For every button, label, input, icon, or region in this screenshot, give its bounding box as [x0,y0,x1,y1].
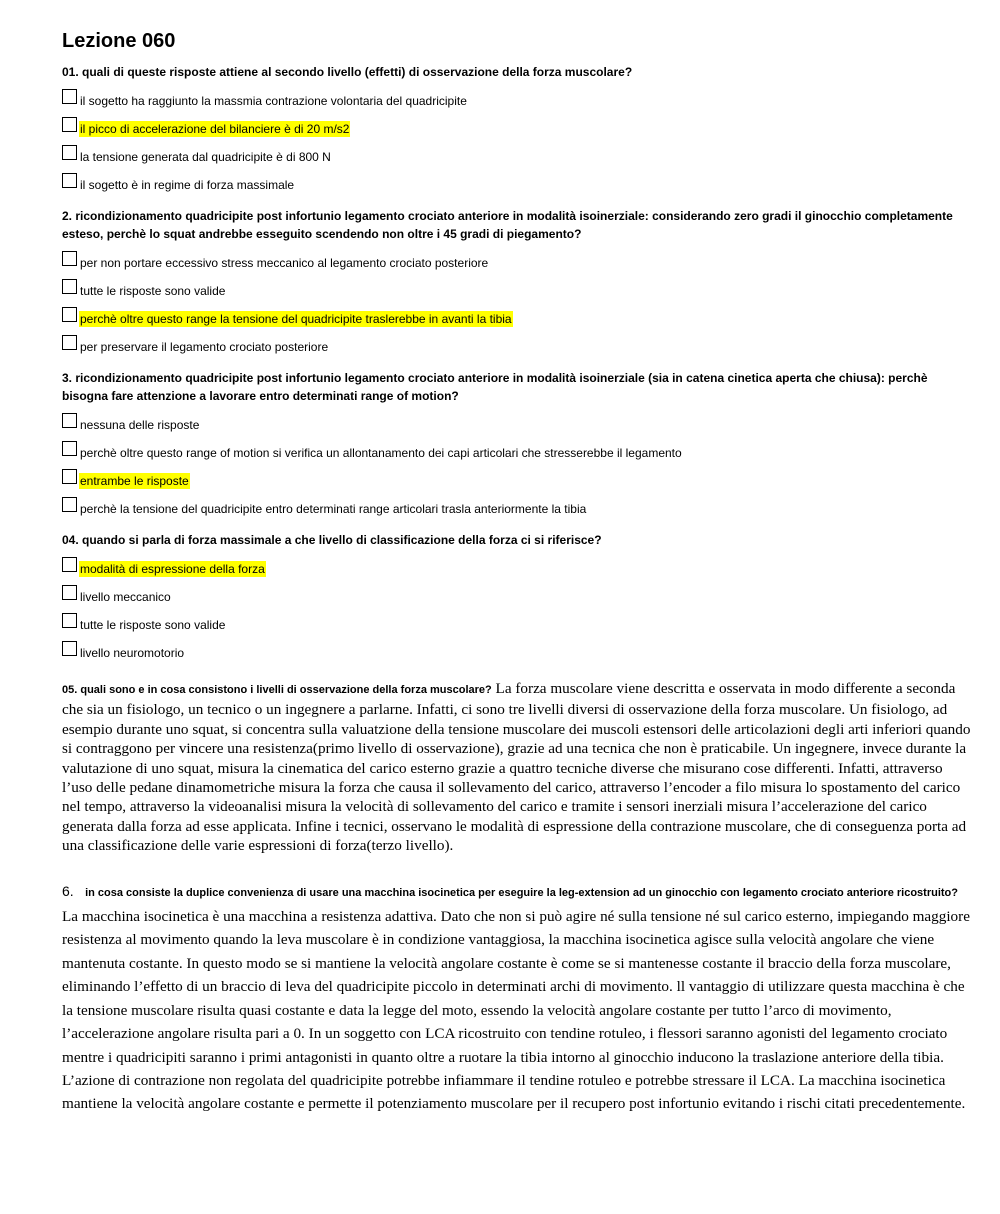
answer-option[interactable] [62,143,974,165]
answer-label: perchè oltre questo range of motion si verifica un allontanamento dei capi articolari che stresserebbe il legamento [80,446,682,460]
checkbox[interactable] [62,613,77,628]
checkbox[interactable] [62,413,77,428]
answer-label: la tensione generata dal quadricipite è di 800 N [80,150,331,164]
open-question-paragraph [62,679,974,856]
answer-option[interactable] [62,439,974,461]
open-question-6 [62,880,974,1116]
document-page [62,28,974,1116]
answer-label: il picco di accelerazione del bilanciere è di 20 m/s2 [80,122,350,136]
answer-label: entrambe le risposte [80,474,189,488]
answer-label: livello meccanico [80,590,171,604]
answer-option[interactable] [62,249,974,271]
answer-option[interactable] [62,611,974,633]
checkbox[interactable] [62,307,77,322]
checkbox[interactable] [62,251,77,266]
checkbox[interactable] [62,585,77,600]
answer-label: per preservare il legamento crociato posteriore [80,340,329,354]
checkbox[interactable] [62,145,77,160]
checkbox[interactable] [62,557,77,572]
open-question-5 [62,679,974,856]
open-question-text: 05. quali sono e in cosa consistono i livelli di osservazione della forza muscolare? [62,684,492,696]
answer-label: il sogetto ha raggiunto la massmia contrazione volontaria del quadricipite [80,94,467,108]
answer-option[interactable] [62,411,974,433]
question-text: 2. ricondizionamento quadricipite post infortunio legamento crociato anteriore in modalità isoinerziale: considerando zero gradi il ginocchio completamente esteso, perchè lo squat andrebbe esseguito scendendo non oltre i 45 gradi di piegamento? [62,209,953,241]
question-4 [62,531,974,661]
answer-options [62,555,974,661]
question-text: 01. quali di queste risposte attiene al secondo livello (effetti) di osservazione della forza muscolare? [62,65,633,79]
open-answer-text: La macchina isocinetica è una macchina a resistenza adattiva. Dato che non si può agire né sulla tensione né sul carico esterno, impiegando maggiore resistenza al movimento quando la leva muscolare è in condizione vantaggiosa, la macchina isocinetica agisce sulla velocità angolare che viene mantenuta costante. In questo modo se si mantiene la velocità angolare costante è come se si mantenesse costante il braccio della forza muscolare, eliminando l’effetto di un braccio di leva del quadricipite piccolo in determinati archi di movimento. ll vantaggio di utilizzare questa macchina è che la tensione muscolare risulta quasi costante e data la legge del moto, essendo la velocità angolare costante per tutto l’arco di movimento, l’accelerazione angolare risulta pari a 0. In un soggetto con LCA ricostruito con tendine rotuleo, i flessori saranno agonisti del legamento crociato mentre i quadricipiti saranno i primi antagonisti in quanto oltre a ruotare la tibia intorno al ginocchio inducono la traslazione anteriore della tibia. L’azione di contrazione non regolata del quadricipite potrebbe infiammare il tendine rotuleo e potrebbe stressare il LCA. La macchina isocinetica mantiene la velocità angolare costante e permette il potenziamento muscolare per il recupero post infortunio evitando i rischi citati precedentemente. [62,908,970,1113]
checkbox[interactable] [62,173,77,188]
open-question-text: in cosa consiste la duplice convenienza di usare una macchina isocinetica per eseguire la leg-extension ad un ginocchio con legamento crociato anteriore ricostruito? [85,886,958,899]
answer-options [62,87,974,193]
checkbox[interactable] [62,441,77,456]
answer-label: tutte le risposte sono valide [80,618,226,632]
answer-label: perchè la tensione del quadricipite entro determinati range articolari trasla anteriormente la tibia [80,502,587,516]
answer-label: per non portare eccessivo stress meccanico al legamento crociato posteriore [80,256,489,270]
checkbox[interactable] [62,335,77,350]
answer-label: perchè oltre questo range la tensione del quadricipite traslerebbe in avanti la tibia [80,312,512,326]
answer-options [62,249,974,355]
checkbox[interactable] [62,497,77,512]
question-2 [62,207,974,355]
answer-label: il sogetto è in regime di forza massimale [80,178,295,192]
answer-label: nessuna delle risposte [80,418,200,432]
answer-option[interactable] [62,333,974,355]
question-text: 04. quando si parla di forza massimale a che livello di classificazione della forza ci si riferisce? [62,533,602,547]
answer-option[interactable] [62,467,974,489]
answer-option[interactable] [62,277,974,299]
page-title: Lezione 060 [62,30,176,52]
answer-option[interactable] [62,87,974,109]
checkbox[interactable] [62,89,77,104]
answer-label: modalità di espressione della forza [80,562,265,576]
checkbox[interactable] [62,641,77,656]
answer-option[interactable] [62,639,974,661]
answer-option[interactable] [62,495,974,517]
checkbox[interactable] [62,117,77,132]
question-1 [62,63,974,193]
answer-option[interactable] [62,583,974,605]
open-question-paragraph [62,880,974,1116]
checkbox[interactable] [62,279,77,294]
answer-label: tutte le risposte sono valide [80,284,226,298]
answer-label: livello neuromotorio [80,646,185,660]
answer-option[interactable] [62,305,974,327]
checkbox[interactable] [62,469,77,484]
answer-option[interactable] [62,555,974,577]
question-text: 3. ricondizionamento quadricipite post infortunio legamento crociato anteriore in modalità isoinerziale (sia in catena cinetica aperta che chiusa): perchè bisogna fare attenzione a lavorare entro determinati range of motion? [62,371,928,403]
answer-option[interactable] [62,171,974,193]
answer-option[interactable] [62,115,974,137]
answer-options [62,411,974,517]
question-number: 6. [62,882,74,899]
open-answer-text: La forza muscolare viene descritta e osservata in modo differente a seconda che sia un fisiologo, un tecnico o un ingegnere a parlarne. Infatti, ci sono tre livelli diversi di osservazione della forza muscolare. Un fisiologo, ad esempio durante uno squat, si concentra sulla valuatzione della tensione muscolare dei muscoli estensori delle articolazioni degli arti inferiori quando si contraggono per vincere una resistenza(primo livello di osservazione), grazie ad una tecnica che non è praticabile. Un ingegnere, invece durante la valutazione di uno squat, misura la cinematica del carico esterno grazie a quattro tecniche diverse che misurano cose differenti. Infatti, attraverso l’uso delle pedane dinamometriche misura la forza che causa il sollevamento del carico, attraverso l’encoder a filo misura lo spostamento del carico nel tempo, attraverso la videoanalisi misura la velocità di sollevamento del carico e tramite i sensori inerziali misura l’accelerazione del carico generata dalla forza ad esse applicata. Infine i tecnici, osservano le modalità di espressione della contrazione muscolare, che di conseguenza porta ad una classificazione delle varie espressioni di forza(terzo livello). [62,680,971,855]
question-3 [62,369,974,517]
